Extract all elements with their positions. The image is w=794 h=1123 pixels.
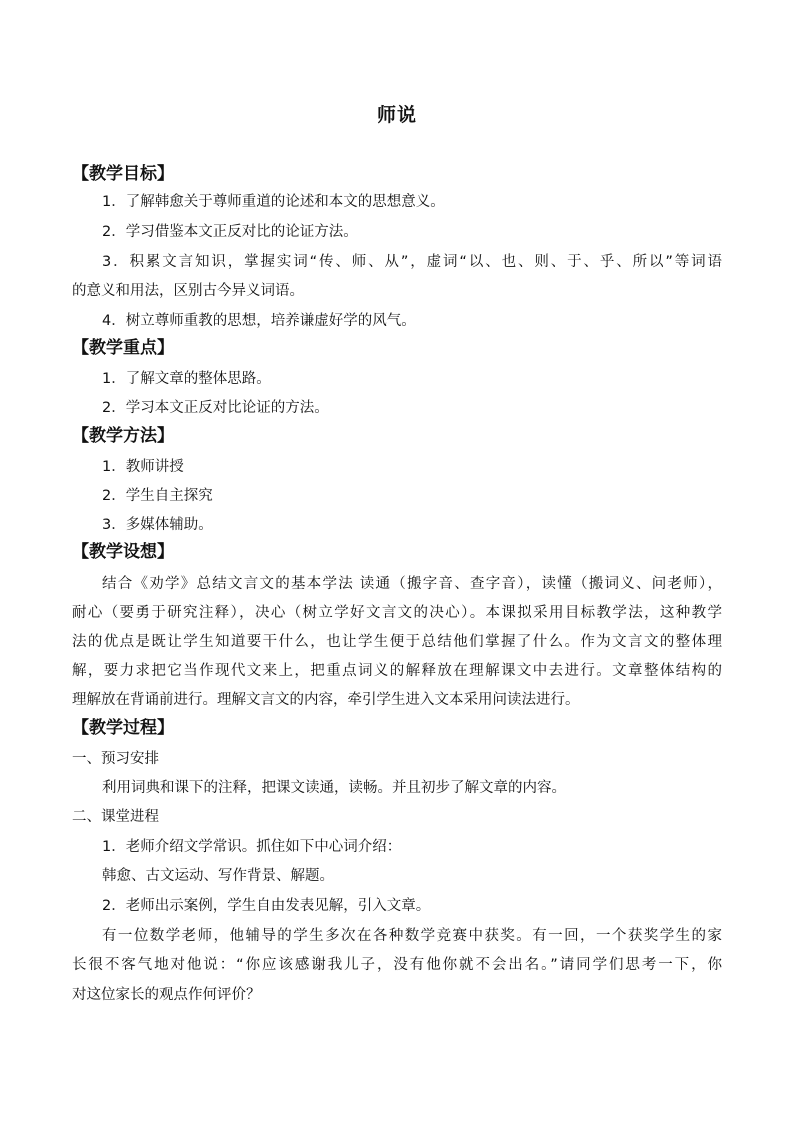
goal-item: 2．学习借鉴本文正反对比的论证方法。	[102, 224, 358, 240]
method-item: 1．教师讲授	[102, 459, 184, 475]
design-paragraph-line: 解，要力求把它当作现代文来上，把重点词义的解释放在理解课文中去进行。文章整体结构的	[72, 663, 722, 679]
design-paragraph-line: 理解放在背诵前进行。理解文言文的内容，牵引学生进入文本采用问读法进行。	[72, 692, 580, 708]
method-item: 2．学生自主探究	[102, 488, 213, 504]
case-paragraph-line: 有一位数学老师，他辅导的学生多次在各种数学竞赛中获奖。有一回，一个获奖学生的家	[102, 928, 722, 944]
page-title: 师说	[376, 104, 417, 126]
process-item: 1．老师介绍文学常识。抓住如下中心词介绍：	[102, 839, 402, 855]
process-part-text: 利用词典和课下的注释，把课文读通，读畅。并且初步了解文章的内容。	[102, 780, 566, 796]
process-part-title: 二、课堂进程	[72, 809, 159, 825]
design-paragraph-line: 结合《劝学》总结文言文的基本学法 读通（搬字音、查字音），读懂（搬词义、问老师），	[102, 576, 722, 592]
process-item: 韩愈、古文运动、写作背景、解题。	[102, 868, 334, 884]
goal-item: 1．了解韩愈关于尊师重道的论述和本文的思想意义。	[102, 194, 445, 210]
goal-item: 4．树立尊师重教的思想，培养谦虚好学的风气。	[102, 313, 416, 329]
goal-item: 3．积累文言知识，掌握实词“传、师、从”，虚词“以、也、则、于、乎、所以”等词语	[102, 254, 722, 270]
case-paragraph-line: 对这位家长的观点作何评价？	[72, 987, 261, 1003]
heading-teaching-goals: 【教学目标】	[72, 164, 174, 184]
goal-item-continuation: 的意义和用法，区别古今异义词语。	[72, 283, 304, 299]
design-paragraph-line: 法的优点是既让学生知道要干什么，也让学生便于总结他们掌握了什么。作为文言文的整体理	[72, 634, 722, 650]
heading-key-points: 【教学重点】	[72, 338, 174, 358]
case-paragraph-line: 长很不客气地对他说：“你应该感谢我儿子，没有他你就不会出名。”请同学们思考一下，你	[72, 957, 722, 973]
method-item: 3．多媒体辅助。	[102, 517, 213, 533]
design-paragraph-line: 耐心（要勇于研究注释），决心（树立学好文言文的决心）。本课拟采用目标教学法，这种教学	[72, 605, 722, 621]
process-item: 2．老师出示案例，学生自由发表见解，引入文章。	[102, 898, 431, 914]
process-part-title: 一、预习安排	[72, 751, 159, 767]
heading-teaching-design: 【教学设想】	[72, 542, 174, 562]
keypoint-item: 2．学习本文正反对比论证的方法。	[102, 400, 329, 416]
heading-teaching-process: 【教学过程】	[72, 718, 174, 738]
keypoint-item: 1．了解文章的整体思路。	[102, 371, 271, 387]
heading-teaching-methods: 【教学方法】	[72, 426, 174, 446]
